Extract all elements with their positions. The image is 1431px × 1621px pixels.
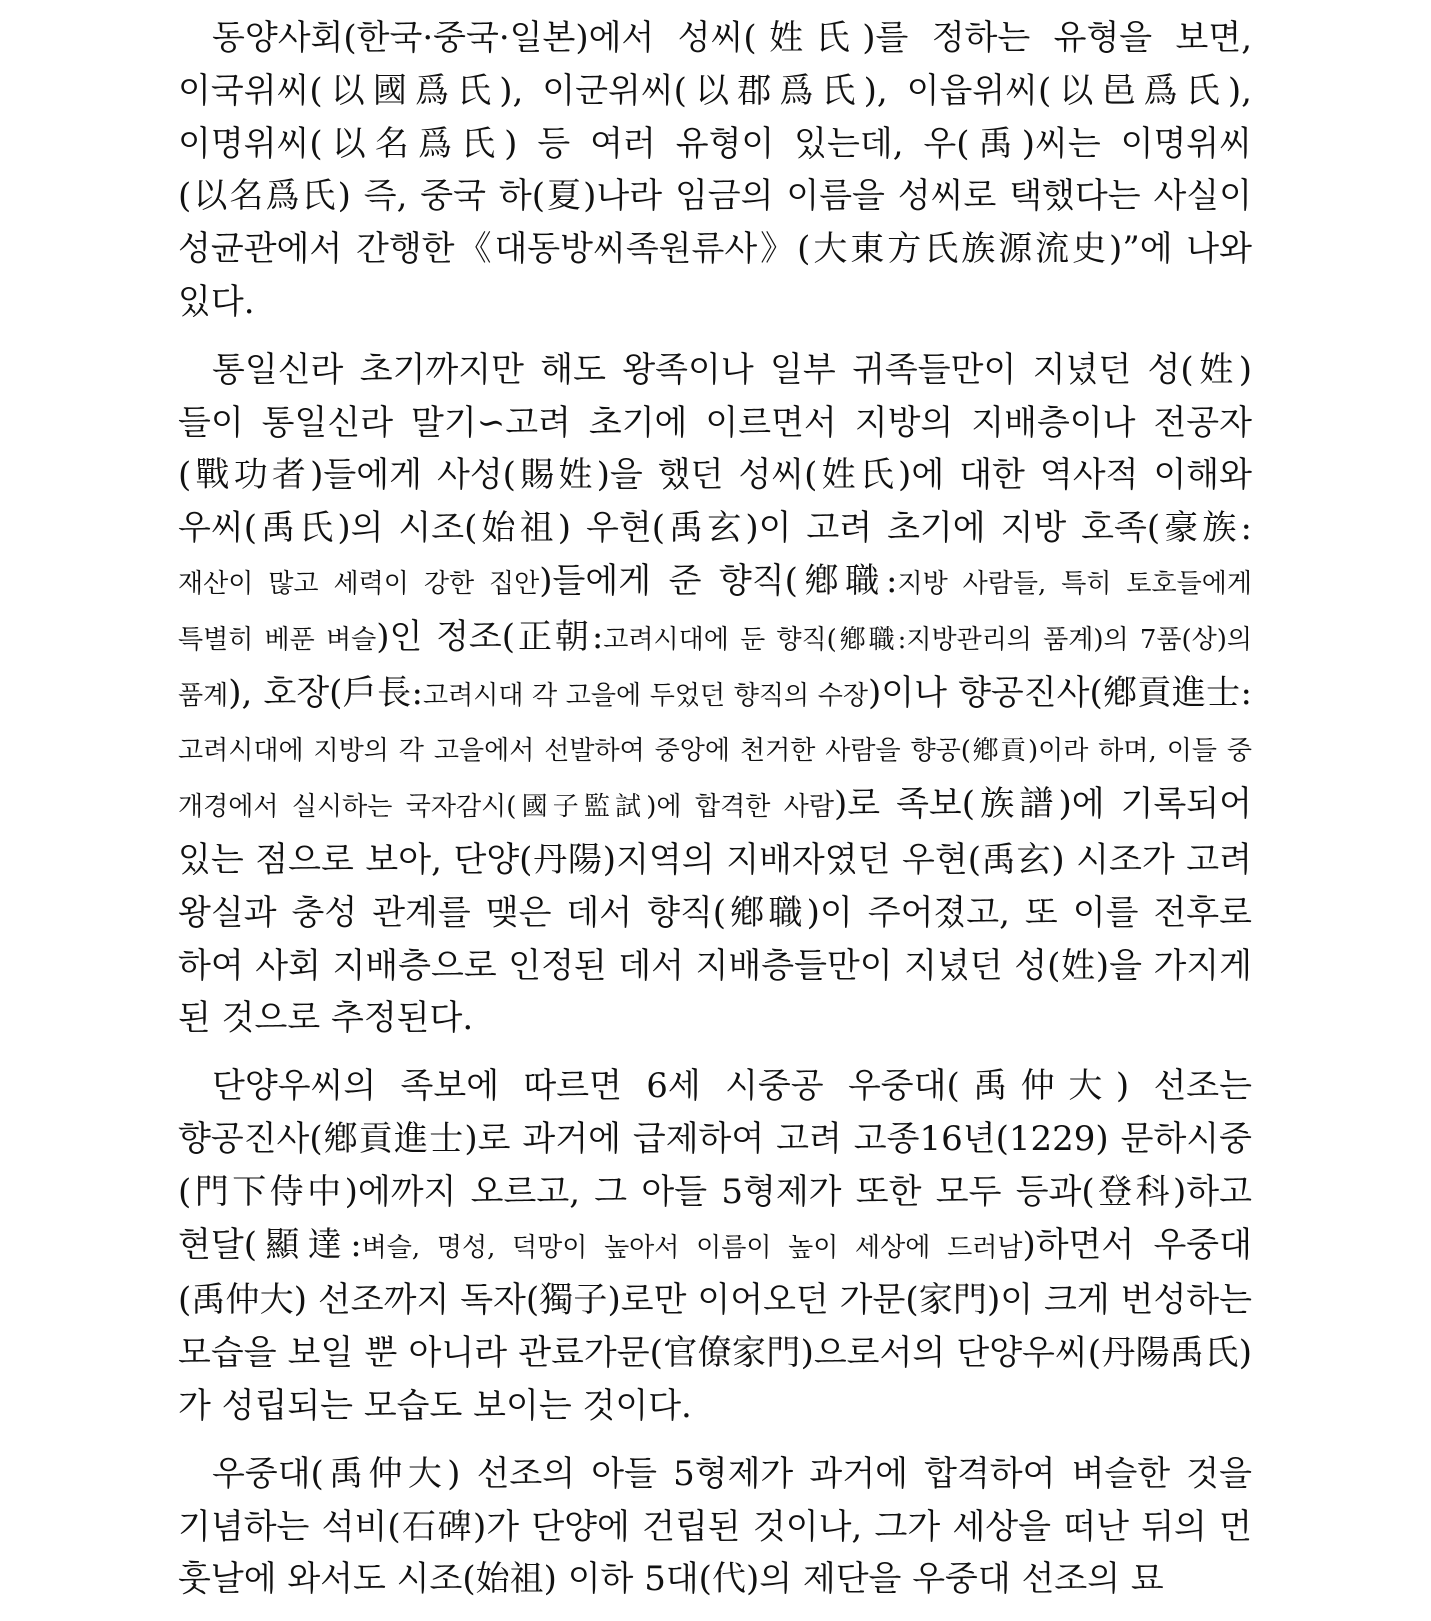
paragraph-founder-history (178, 344, 1252, 1045)
text-run: )이나 향공진사(鄕貢進士: (867, 672, 1252, 713)
inline-annotation: 고려시대 각 고을에 두었던 향직의 수장 (422, 680, 868, 711)
inline-annotation: 재산이 많고 세력이 강한 집안 (178, 568, 540, 599)
text-run: 우중대(禹仲大) 선조의 아들 5형제가 과거에 합격하여 벼슬한 것을 기념하는 석비(石碑)가 단양에 건립된 것이나, 그가 세상을 떠난 뒤의 먼 훗날에 와서도 시조(始祖) 이하 5대(代)의 제단을 우중대 선조의 묘 (178, 1453, 1252, 1600)
inline-annotation: 고려시대에 둔 향직(鄕職:지방관리의 품계)의 7품(상)의 품계 (178, 624, 1252, 711)
text-run: )하면서 우중대(禹仲大) 선조까지 독자(獨子)로만 이어오던 가문(家門)이 크게 번성하는 모습을 보일 뿐 아니라 관료가문(官僚家門)으로서의 단양우씨(丹陽禹氏)가 성립되는 모습도 보이는 것이다. (178, 1224, 1252, 1426)
text-run: )로 족보(族譜)에 기록되어 있는 점으로 보아, 단양(丹陽)지역의 지배자였던 우현(禹玄) 시조가 고려 왕실과 충성 관계를 맺은 데서 향직(鄕職)이 주어졌고, 또 이를 전후로 하여 사회 지배층으로 인정된 데서 지배층들만이 지녔던 성(姓)을 가지게 된 것으로 추정된다. (178, 784, 1252, 1039)
inline-annotation: 지방 사람들, 특히 토호들에게 특별히 베푼 벼슬 (178, 568, 1253, 655)
text-run: )인 정조(正朝: (376, 616, 604, 657)
text-run: 동양사회(한국·중국·일본)에서 성씨(姓氏)를 정하는 유형을 보면, 이국위씨(以國爲氏), 이군위씨(以郡爲氏), 이읍위씨(以邑爲氏), 이명위씨(以名爲氏) 등 여러 유형이 있는데, 우(禹)씨는 이명위씨(以名爲氏) 즉, 중국 하(夏)나라 임금의 이름을 성씨로 택했다는 사실이 성균관에서 간행한《대동방씨족원류사》(大東方氏族源流史)”에 나와 있다. (178, 18, 1252, 322)
inline-annotation: 벼슬, 명성, 덕망이 높아서 이름이 높이 세상에 드러남 (361, 1232, 1023, 1263)
text-run: )들에게 준 향직(鄕職: (539, 560, 898, 601)
paragraph-genealogy (178, 1060, 1252, 1433)
text-run: 단양우씨의 족보에 따르면 6세 시중공 우중대(禹仲大) 선조는 향공진사(鄕貢進士)로 과거에 급제하여 고려 고종16년(1229) 문하시중(門下侍中)에까지 오르고, 그 아들 5형제가 또한 모두 등과(登科)하고 현달(顯達: (178, 1066, 1252, 1265)
paragraph-memorial-stone (178, 1448, 1252, 1606)
paragraph-surname-origin (178, 12, 1252, 329)
inline-annotation: 고려시대에 지방의 각 고을에서 선발하여 중앙에 천거한 사람을 향공(鄕貢)이라 하며, 이들 중 개경에서 실시하는 국자감시(國子監試)에 합격한 사람 (178, 736, 1252, 823)
document-page (178, 12, 1252, 1621)
text-run: 통일신라 초기까지만 해도 왕족이나 일부 귀족들만이 지녔던 성(姓)들이 통일신라 말기∽고려 초기에 이르면서 지방의 지배층이나 전공자(戰功者)들에게 사성(賜姓)을 했던 성씨(姓氏)에 대한 역사적 이해와 우씨(禹氏)의 시조(始祖) 우현(禹玄)이 고려 초기에 지방 호족(豪族: (178, 349, 1252, 549)
text-run: ), 호장(戶長: (228, 672, 423, 713)
